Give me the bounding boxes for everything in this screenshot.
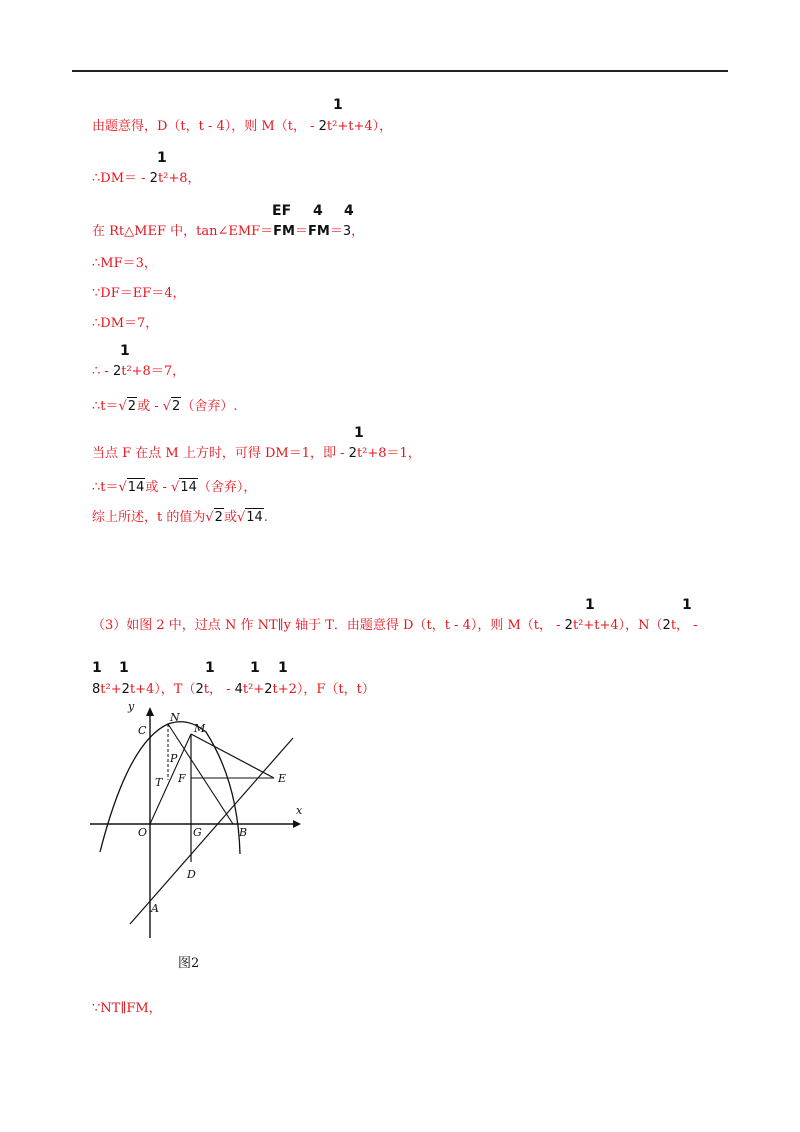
- solution-line-7: ∴ - 2t²+8＝7，: [92, 364, 186, 379]
- line-ab: [130, 738, 293, 924]
- solution-line-1: 由题意得，D（t，t - 4），则 M（t， - 2t²+t+4），: [92, 119, 393, 134]
- solution-line-13: 8t²+2t+4），T（2t， - 4t²+2t+2），F（t，t）: [92, 682, 375, 697]
- fraction-numerator: 1: [585, 597, 595, 613]
- figure-caption: 图2: [178, 956, 200, 971]
- fraction-numerator: 1: [119, 660, 129, 676]
- fraction-numerator: 1: [92, 660, 102, 676]
- label-e: E: [278, 772, 287, 785]
- fraction-numerator: 1: [333, 97, 343, 113]
- header-rule: [72, 70, 728, 72]
- label-y: y: [128, 702, 135, 713]
- solution-line-14: ∵NT∥FM，: [92, 1001, 162, 1016]
- solution-line-8: ∴t＝√2或 - √2（舍弃）.: [92, 399, 238, 414]
- label-b: B: [239, 826, 248, 839]
- label-c: C: [138, 724, 147, 737]
- label-t: T: [155, 776, 163, 789]
- sqrt-2: 2: [172, 399, 181, 414]
- label-p: P: [170, 752, 178, 765]
- label-f: F: [178, 772, 186, 785]
- fraction-numerator: 1: [682, 597, 692, 613]
- fraction-numerator: 1: [120, 343, 130, 359]
- fraction-numerator: 1: [157, 150, 167, 166]
- sqrt-2: 2: [127, 399, 137, 414]
- y-axis-arrow: [146, 707, 154, 716]
- solution-line-3: 在 Rt△MEF 中，tan∠EMF＝FM＝FM＝3，: [92, 224, 365, 239]
- parabola-curve: [100, 722, 240, 854]
- fraction-numerator: 1: [205, 660, 215, 676]
- sqrt-14: 14: [180, 480, 197, 495]
- sqrt-14: 14: [246, 510, 263, 525]
- line-me: [191, 734, 274, 778]
- fraction-numerator: 1: [354, 425, 364, 441]
- solution-line-4: ∴MF＝3，: [92, 256, 157, 271]
- figure-2-diagram: [88, 702, 308, 947]
- label-g: G: [193, 826, 202, 839]
- fraction-ef: EF: [272, 203, 292, 219]
- label-m: M: [194, 722, 206, 735]
- label-a: A: [151, 902, 159, 915]
- solution-line-9: 当点 F 在点 M 上方时，可得 DM＝1，即 - 2t²+8＝1，: [92, 446, 421, 461]
- fraction-numerator: 4: [313, 203, 323, 219]
- label-x: x: [296, 804, 303, 817]
- solution-line-2: ∴DM＝ - 2t²+8，: [92, 171, 201, 186]
- solution-line-6: ∴DM＝7，: [92, 316, 159, 331]
- fraction-numerator: 1: [250, 660, 260, 676]
- fraction-numerator: 1: [278, 660, 288, 676]
- solution-line-12: （3）如图 2 中，过点 N 作 NT∥y 轴于 T．由题意得 D（t，t - 4），则 M（t， - 2t²+t+4），N（2t， -: [92, 618, 698, 633]
- label-n: N: [170, 711, 180, 724]
- fraction-numerator: 4: [344, 203, 354, 219]
- solution-line-5: ∵DF＝EF＝4，: [92, 286, 186, 301]
- sqrt-14: 14: [127, 480, 145, 495]
- solution-line-10: ∴t＝√14或 - √14（舍弃），: [92, 480, 257, 495]
- label-o: O: [138, 826, 148, 839]
- label-d: D: [187, 868, 196, 881]
- sqrt-2: 2: [214, 510, 223, 525]
- solution-line-11: 综上所述，t 的值为√2或√14.: [92, 510, 268, 525]
- x-axis-arrow: [293, 820, 301, 828]
